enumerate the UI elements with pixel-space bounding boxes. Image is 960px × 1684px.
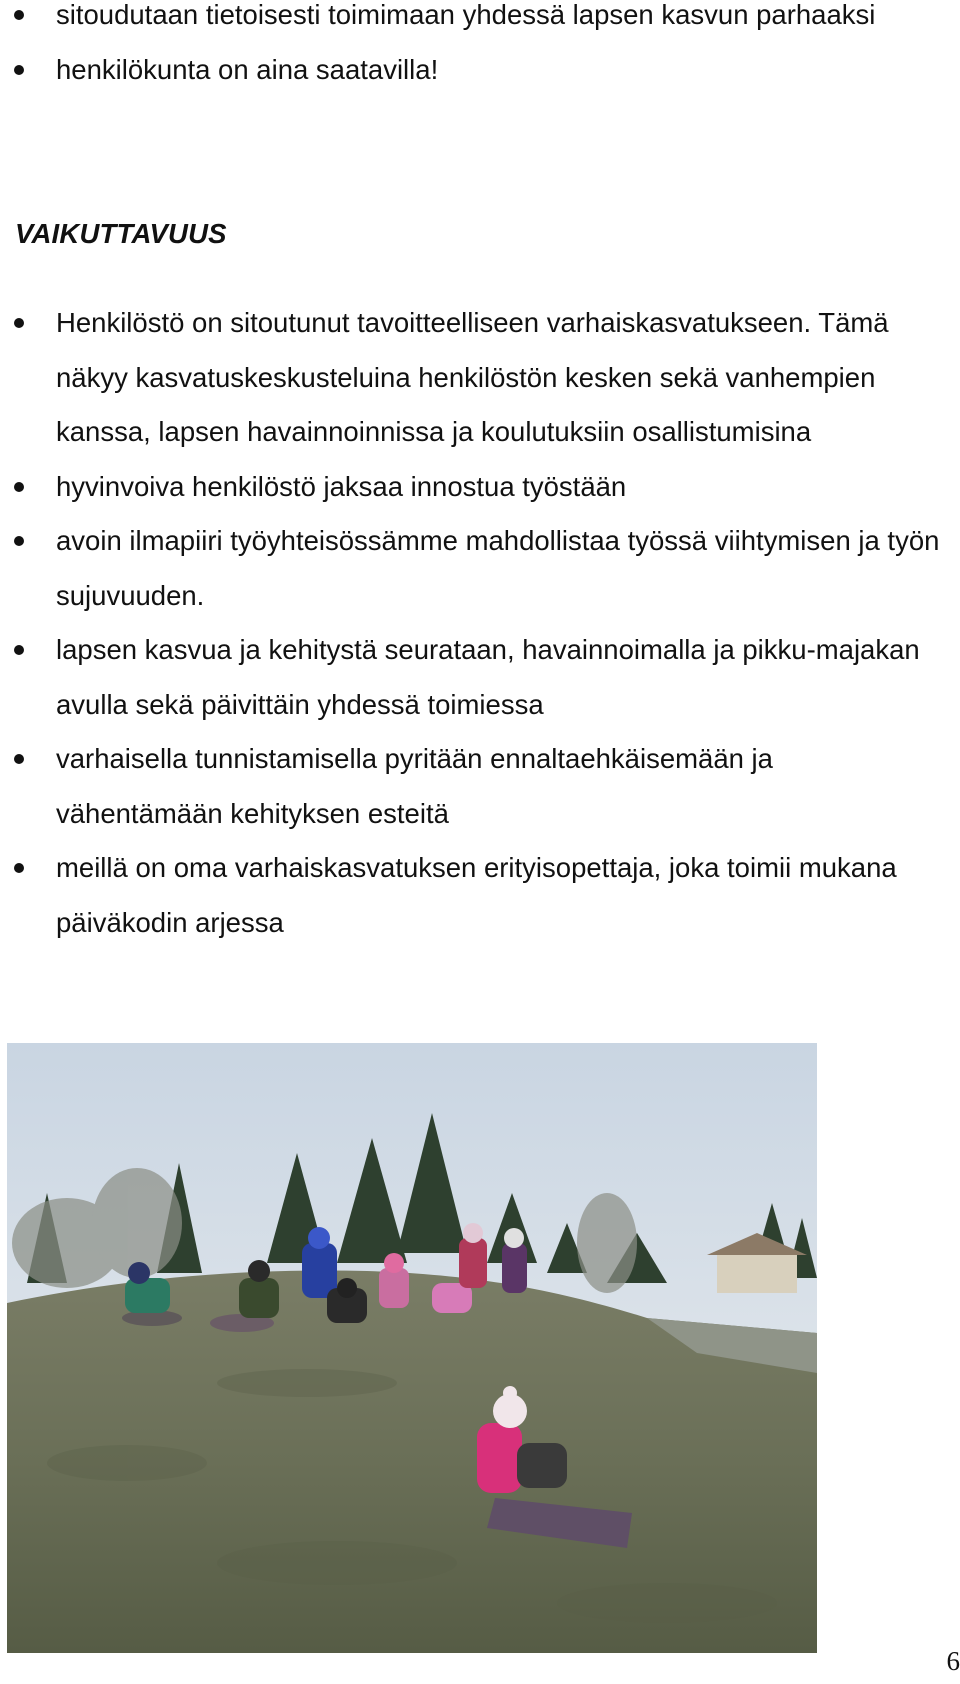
bullet-icon [14,65,24,75]
list-item [0,460,940,515]
bullet-icon [14,10,24,20]
bullet-icon [14,482,24,492]
list-item-text: henkilökunta on aina saatavilla! [56,53,439,85]
bullet-icon [14,645,24,655]
bullet-icon [14,863,24,873]
list-item-text: Henkilöstö on sitoutunut tavoitteelliseen varhaiskasvatukseen. Tämä näkyy kasvatuskeskusteluina henkilöstön kesken sekä vanhempien kanssa, lapsen havainnoinnissa ja koulutuksiin osallistumisina [56,307,889,447]
list-item-text: avoin ilmapiiri työyhteisössämme mahdollistaa työssä viihtymisen ja työn sujuvuuden. [56,525,940,611]
house [717,1253,797,1293]
list-item-text: hyvinvoiva henkilöstö jaksaa innostua työstään [56,470,627,502]
list-item [0,296,940,460]
bullet-icon [14,318,24,328]
page-number: 6 [946,1646,960,1676]
bullet-icon [14,754,24,764]
main-bullet-list [0,296,940,950]
list-item-text: sitoudutaan tietoisesti toimimaan yhdessä lapsen kasvun parhaaksi [56,0,876,30]
list-item [0,623,940,732]
section-heading: VAIKUTTAVUUS [15,218,227,249]
top-bullet-list [0,0,940,97]
list-item [0,514,940,623]
list-item-text: lapsen kasvua ja kehitystä seurataan, havainnoimalla ja pikku-majakan avulla sekä päivittäin yhdessä toimiessa [56,634,920,720]
list-item [0,841,940,950]
list-item [0,43,940,98]
list-item-text: meillä on oma varhaiskasvatuksen erityisopettaja, joka toimii mukana päiväkodin arjessa [56,852,897,938]
children-sledding-photo [7,1043,817,1653]
list-item [0,732,940,841]
photo-illustration [7,1043,817,1653]
list-item [0,0,940,43]
bullet-icon [14,536,24,546]
list-item-text: varhaisella tunnistamisella pyritään ennaltaehkäisemään ja vähentämään kehityksen esteitä [56,743,773,829]
